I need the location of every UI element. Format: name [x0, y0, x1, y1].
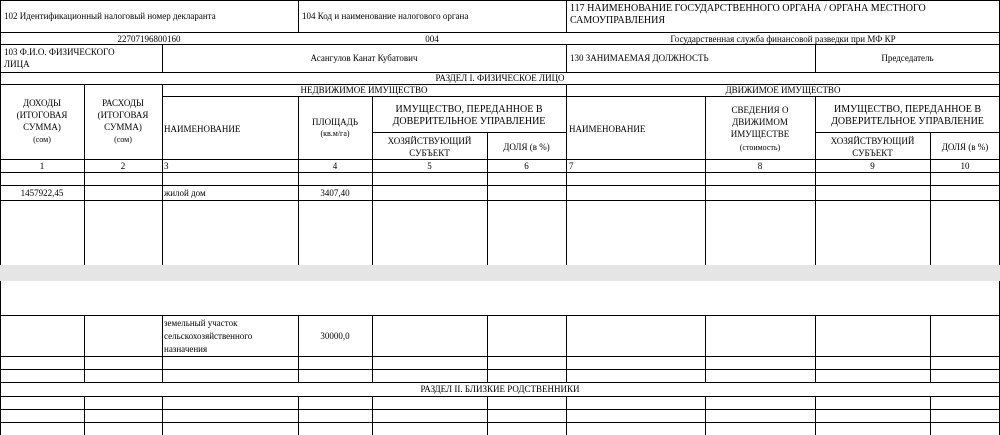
agency-label: 117 НАИМЕНОВАНИЕ ГОСУДАРСТВЕННОГО ОРГАНА / ОРГАНА МЕСТНОГО [570, 3, 926, 14]
rule [566, 0, 567, 32]
rule [0, 369, 1000, 370]
section-2-title: РАЗДЕЛ II. БЛИЗКИЕ РОДСТВЕННИКИ [420, 384, 580, 394]
rule [0, 44, 1000, 45]
subject-header-movable: СУБЪЕКТ [852, 148, 893, 158]
rule [566, 315, 567, 382]
property-area: 3407,40 [320, 188, 350, 198]
rule [162, 84, 163, 265]
rule [0, 281, 1, 435]
column-number: 1 [39, 161, 45, 171]
income-header: (ИТОГОВАЯ [16, 110, 68, 120]
income-header-unit: (сом) [33, 135, 51, 144]
movable-info-header: ИМУЩЕСТВЕ [730, 129, 790, 139]
expense-header-unit: (сом) [114, 135, 132, 144]
rule [0, 172, 1000, 173]
rule [815, 315, 816, 382]
trust-header: ИМУЩЕСТВО, ПЕРЕДАННОЕ В [395, 104, 543, 115]
agency-value: Государственная служба финансовой разведки при МФ КР [670, 34, 896, 44]
trust-header: ДОВЕРИТЕЛЬНОЕ УПРАВЛЕНИЕ [392, 116, 546, 127]
expense-header: РАСХОДЫ [102, 98, 144, 108]
subject-header-movable: ХОЗЯЙСТВУЮЩИЙ [830, 136, 915, 146]
movable-header: ДВИЖИМОЕ ИМУЩЕСТВО [725, 85, 841, 95]
section-1-title: РАЗДЕЛ I. ФИЗИЧЕСКОЕ ЛИЦО [435, 73, 565, 83]
rule [566, 396, 567, 435]
column-number: 4 [332, 161, 338, 171]
fullname-label-cont: ЛИЦА [4, 59, 30, 69]
rule [930, 396, 931, 435]
rule [930, 315, 931, 382]
inn-value: 22707196800160 [117, 34, 181, 44]
property-area: 30000,0 [320, 331, 350, 341]
rule [705, 315, 706, 382]
rule [0, 356, 1000, 357]
rule [298, 0, 299, 32]
tax-office-label: 104 Код и наименование налогового органа [302, 11, 469, 21]
rule [0, 200, 1000, 201]
inn-label: 102 Идентификационный налоговый номер декларанта [4, 11, 216, 21]
tax-code-value: 004 [425, 34, 439, 44]
movable-info-header: СВЕДЕНИЯ О [731, 105, 789, 115]
rule [487, 396, 488, 435]
rule [0, 396, 1000, 397]
area-header-unit: (кв.м/га) [320, 129, 350, 138]
rule [84, 396, 85, 435]
page-break [0, 265, 1000, 281]
trust-header-movable: ДОВЕРИТЕЛЬНОЕ УПРАВЛЕНИЕ [831, 116, 984, 127]
column-number: 8 [757, 161, 763, 171]
rule [162, 96, 1000, 97]
property-name-cont: назначения [164, 344, 208, 354]
rule [0, 0, 1000, 1]
income-header: СУММА) [23, 122, 61, 132]
rule [705, 396, 706, 435]
rule [372, 315, 373, 382]
area-header: ПЛОЩАДЬ [312, 117, 358, 127]
immovable-name-header: НАИМЕНОВАНИЕ [164, 124, 241, 134]
rule [815, 132, 1000, 133]
rule [0, 422, 1000, 423]
rule [566, 84, 567, 265]
agency-label-cont: САМОУПРАВЛЕНИЯ [570, 15, 666, 26]
rule [162, 396, 163, 435]
column-number: 9 [870, 161, 875, 171]
rule [298, 396, 299, 435]
income-header: ДОХОДЫ [22, 98, 62, 108]
expense-header: СУММА) [104, 122, 142, 132]
share-header: ДОЛЯ (в %) [503, 142, 550, 152]
income-value: 1457922,45 [20, 188, 64, 198]
position-label: 130 ЗАНИМАЕМАЯ ДОЛЖНОСТЬ [570, 53, 709, 63]
column-number: 10 [960, 161, 970, 171]
expense-header: (ИТОГОВАЯ [97, 110, 149, 120]
rule [372, 132, 566, 133]
rule [0, 409, 1000, 410]
rule [0, 185, 1000, 186]
rule [487, 315, 488, 382]
subject-header: ХОЗЯЙСТВУЮЩИЙ [387, 136, 472, 146]
property-name: земельный участок [164, 318, 238, 328]
column-number: 6 [524, 161, 529, 171]
rule [162, 315, 163, 382]
fullname-value: Асангулов Канат Кубатович [310, 53, 418, 63]
immovable-header: НЕДВИЖИМОЕ ИМУЩЕСТВО [300, 85, 428, 95]
rule [298, 315, 299, 382]
movable-info-header: ДВИЖИМОМ [732, 117, 788, 127]
fullname-label: 103 Ф.И.О. ФИЗИЧЕСКОГО [4, 47, 115, 57]
movable-info-header-unit: (стоимость) [739, 143, 781, 152]
rule [566, 44, 567, 72]
column-number: 7 [569, 161, 574, 171]
rule [84, 315, 85, 382]
column-number: 2 [120, 161, 126, 171]
property-name-cont: сельскохозяйственного [164, 331, 253, 341]
position-value: Председатель [881, 53, 934, 63]
column-number: 3 [164, 161, 169, 171]
rule [0, 159, 1000, 160]
subject-header: СУБЪЕКТ [409, 148, 450, 158]
trust-header-movable: ИМУЩЕСТВО, ПЕРЕДАННОЕ В [833, 104, 982, 115]
rule [0, 382, 1000, 383]
column-number: 5 [427, 161, 432, 171]
rule [0, 315, 1000, 316]
share-header-movable: ДОЛЯ (в %) [941, 142, 989, 152]
property-name: жилой дом [164, 188, 206, 198]
rule [815, 396, 816, 435]
rule [0, 32, 1000, 33]
rule [372, 396, 373, 435]
movable-name-header: НАИМЕНОВАНИЕ [569, 124, 646, 134]
